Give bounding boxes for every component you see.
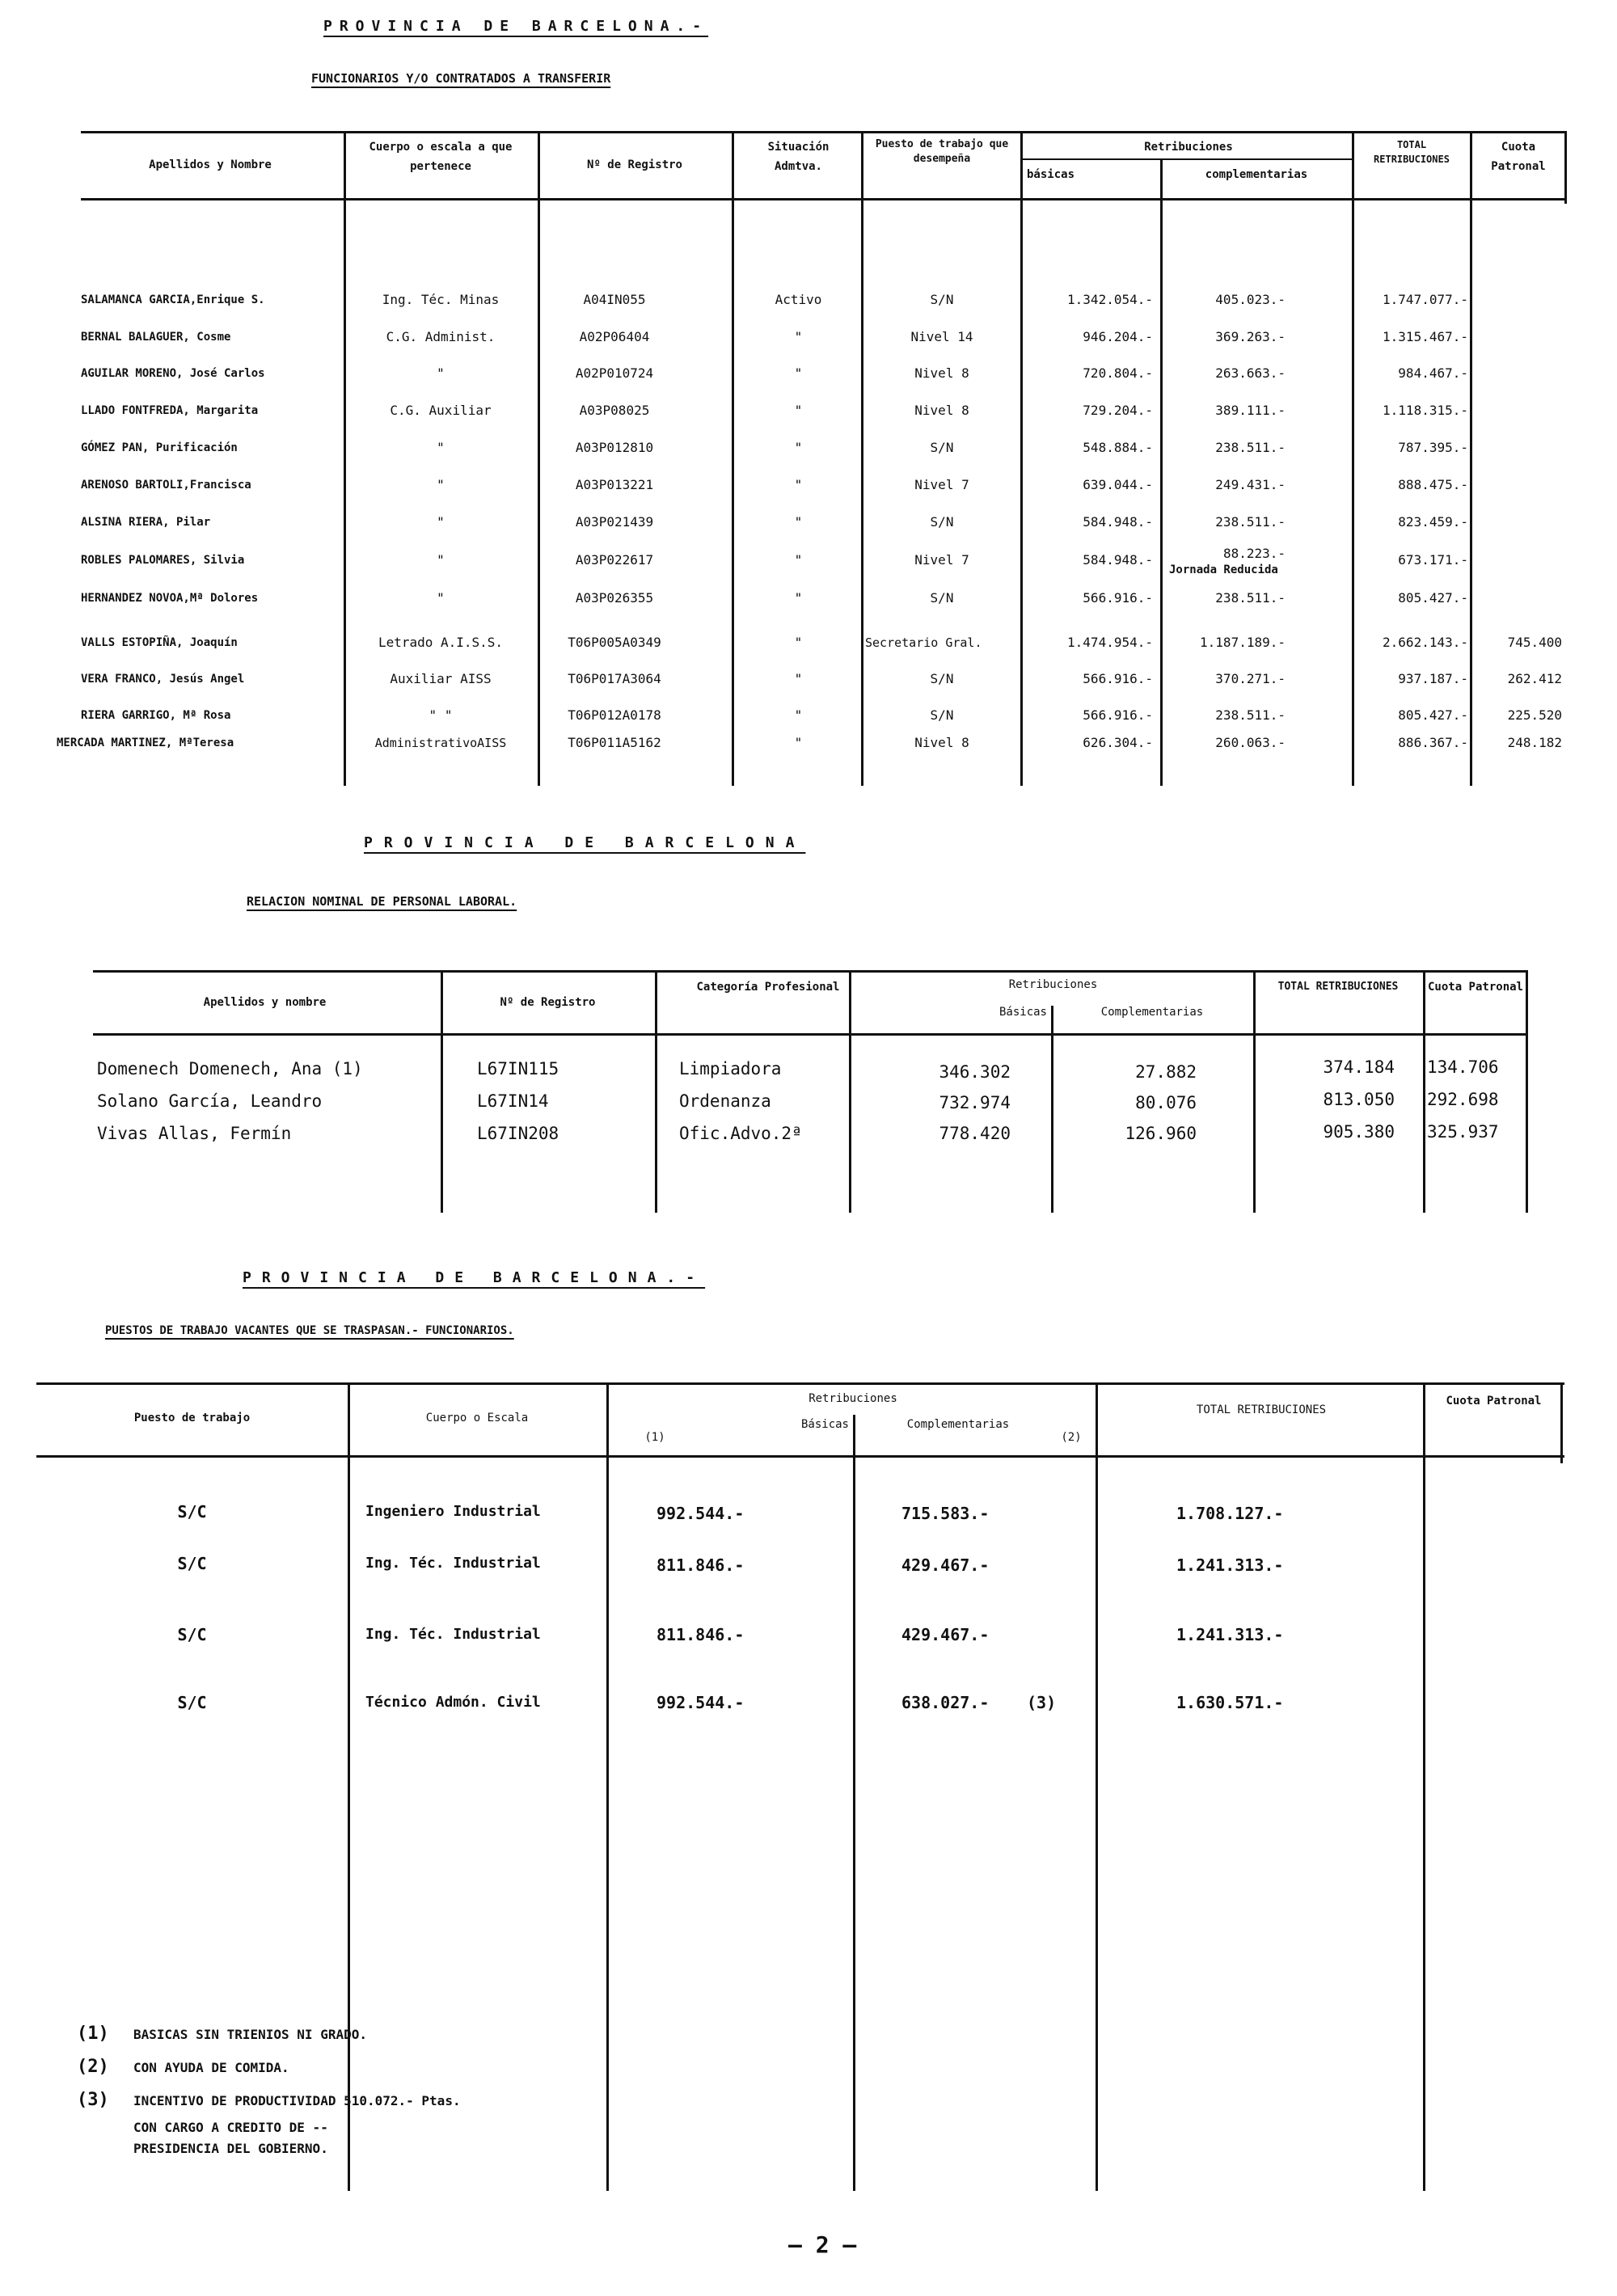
cell-cuerpo: " [437, 514, 445, 530]
cell-complementarias: 638.027.- [901, 1693, 990, 1712]
section1-subtitle: FUNCIONARIOS Y/O CONTRATADOS A TRANSFERIR [311, 71, 611, 86]
cell-jornada-reducida: Jornada Reducida [1169, 563, 1278, 576]
cell-name: HERNANDEZ NOVOA,Mª Dolores [81, 592, 259, 605]
cell-complementarias: 405.023.- [1215, 292, 1286, 307]
cell-total: 1.747.077.- [1383, 292, 1468, 307]
cell-basicas: 566.916.- [1083, 707, 1153, 723]
table1-header-rule [81, 198, 1567, 200]
cell-situacion: " [794, 735, 803, 750]
cell-puesto: Nivel 8 [914, 735, 969, 750]
cell-puesto: S/C [177, 1554, 207, 1573]
cell-basicas: 778.420 [939, 1124, 1011, 1143]
cell-basicas: 946.204.- [1083, 329, 1153, 344]
cell-situacion: " [794, 329, 803, 344]
cell-cuerpo: Ing. Téc. Industrial [365, 1626, 541, 1643]
cell-total: 1.630.571.- [1176, 1693, 1284, 1712]
section2-subtitle: RELACION NOMINAL DE PERSONAL LABORAL. [247, 894, 517, 909]
footnote [77, 2051, 461, 2084]
cell-complementarias: 88.223.- [1222, 546, 1286, 561]
cell-registro: T06P005A0349 [568, 635, 661, 650]
cell-complementarias: 238.511.- [1215, 514, 1286, 530]
table3-col-divider [606, 1382, 609, 2191]
cell-situacion: " [794, 590, 803, 606]
cell-total: 886.367.- [1398, 735, 1468, 750]
cell-puesto: S/N [930, 590, 954, 606]
cell-name: BERNAL BALAGUER, Cosme [81, 331, 231, 344]
cell-complementarias: 80.076 [1135, 1093, 1197, 1112]
footnote [77, 2018, 461, 2051]
cell-situacion: Activo [775, 292, 822, 307]
table1-retrib-rule [1020, 158, 1352, 160]
col-registro: Nº de Registro [586, 158, 682, 171]
table3-header-rule [36, 1455, 1564, 1458]
cell-puesto: S/C [177, 1693, 207, 1712]
table1-col-divider [732, 131, 734, 786]
table2-col-divider [1526, 970, 1528, 1213]
cell-basicas: 626.304.- [1083, 735, 1153, 750]
cell-situacion: " [794, 477, 803, 492]
cell-total: 823.459.- [1398, 514, 1468, 530]
cell-total: 905.380 [1323, 1122, 1395, 1142]
cell-registro: A04IN055 [583, 292, 646, 307]
cell-situacion: " [794, 552, 803, 568]
col-cuota: Cuota Patronal [1491, 141, 1546, 173]
cell-cuerpo: " [437, 477, 445, 492]
cell-cuota: 262.412 [1507, 671, 1562, 686]
cell-total: 813.050 [1323, 1090, 1395, 1109]
cell-cuota: 248.182 [1507, 735, 1562, 750]
col-registro: Nº de Registro [500, 996, 596, 1009]
cell-total: 2.662.143.- [1383, 635, 1468, 650]
cell-registro: A03P021439 [575, 514, 654, 530]
cell-complementarias: 249.431.- [1215, 477, 1286, 492]
cell-cuerpo: " [437, 365, 445, 381]
cell-puesto: Nivel 14 [910, 329, 973, 344]
cell-total: 888.475.- [1398, 477, 1468, 492]
page-number: — 2 — [788, 2231, 857, 2258]
section2-title: PROVINCIA DE BARCELONA [364, 834, 806, 851]
cell-basicas: 346.302 [939, 1062, 1011, 1082]
cell-name: AGUILAR MORENO, José Carlos [81, 367, 265, 380]
cell-total: 984.467.- [1398, 365, 1468, 381]
footnote [77, 2084, 461, 2117]
cell-complementarias: 429.467.- [901, 1625, 990, 1644]
cell-cuerpo: " [437, 590, 445, 606]
cell-puesto: S/N [930, 514, 954, 530]
cell-name: ROBLES PALOMARES, Silvia [81, 554, 245, 567]
cell-puesto: S/C [177, 1502, 207, 1522]
cell-registro: A03P026355 [575, 590, 654, 606]
cell-situacion: " [794, 514, 803, 530]
table3-col-divider [853, 1415, 855, 2191]
col-basicas: Básicas [800, 1418, 849, 1431]
cell-cuerpo: C.G. Auxiliar [390, 403, 492, 418]
cell-categoria: Limpiadora [679, 1059, 782, 1078]
table2-col-divider [1051, 1006, 1053, 1213]
cell-total: 937.187.- [1398, 671, 1468, 686]
footnote-continuation: PRESIDENCIA DEL GOBIERNO. [133, 2141, 328, 2156]
col-retribuciones: Retribuciones [1008, 978, 1098, 991]
cell-situacion: " [794, 671, 803, 686]
cell-name: MERCADA MARTINEZ, MªTeresa [57, 736, 234, 749]
cell-cuota: 325.937 [1427, 1122, 1499, 1142]
cell-cuerpo: " [437, 440, 445, 455]
footnote-mark-2: (2) [1061, 1431, 1082, 1444]
cell-cuerpo: C.G. Administ. [386, 329, 496, 344]
cell-situacion: " [794, 635, 803, 650]
cell-total: 1.708.127.- [1176, 1504, 1284, 1523]
col-total: TOTAL RETRIBUCIONES [1277, 981, 1399, 993]
cell-total: 673.171.- [1398, 552, 1468, 568]
cell-complementarias: 389.111.- [1215, 403, 1286, 418]
cell-puesto: S/N [930, 292, 954, 307]
col-basicas: Básicas [998, 1006, 1047, 1019]
table1-col-divider [538, 131, 540, 786]
table3-top-rule [36, 1382, 1564, 1385]
cell-puesto: S/N [930, 707, 954, 723]
cell-cuerpo: AdministrativoAISS [374, 736, 507, 750]
cell-complementarias: 260.063.- [1215, 735, 1286, 750]
cell-basicas: 584.948.- [1083, 552, 1153, 568]
table1-col-divider [1470, 131, 1472, 786]
cell-basicas: 1.342.054.- [1067, 292, 1153, 307]
cell-name: VERA FRANCO, Jesús Angel [81, 673, 245, 686]
cell-cuerpo: Técnico Admón. Civil [365, 1694, 541, 1711]
cell-name: Vivas Allas, Fermín [97, 1124, 292, 1143]
cell-total: 787.395.- [1398, 440, 1468, 455]
cell-complementarias: 238.511.- [1215, 440, 1286, 455]
cell-cuota: 225.520 [1507, 707, 1562, 723]
col-complementarias: complementarias [1205, 168, 1308, 181]
table2-top-rule [93, 970, 1528, 973]
col-cuota: Cuota Patronal [1446, 1395, 1542, 1408]
table3-col-divider [1423, 1382, 1425, 2191]
cell-cuerpo: " " [429, 707, 453, 723]
cell-cuota: 134.706 [1427, 1057, 1499, 1077]
footnote-mark: (2) [77, 2057, 109, 2077]
footnote-text: INCENTIVO DE PRODUCTIVIDAD 510.072.- Ptas. [133, 2093, 461, 2108]
cell-complementarias: 263.663.- [1215, 365, 1286, 381]
cell-name: LLADO FONTFREDA, Margarita [81, 404, 259, 417]
cell-complementarias: 715.583.- [901, 1504, 990, 1523]
cell-name: Domenech Domenech, Ana (1) [97, 1059, 363, 1078]
cell-categoria: Ofic.Advo.2ª [679, 1124, 802, 1143]
col-apellidos-nombre: Apellidos y Nombre [149, 158, 272, 171]
cell-puesto: Nivel 7 [914, 552, 969, 568]
col-total: TOTAL RETRIBUCIONES [1374, 139, 1450, 165]
col-cuota: Cuota Patronal [1427, 981, 1523, 994]
cell-complementarias: 27.882 [1135, 1062, 1197, 1082]
cell-cuerpo: Ing. Téc. Minas [382, 292, 500, 307]
col-complementarias: Complementarias [906, 1418, 1010, 1431]
cell-registro: T06P012A0178 [568, 707, 661, 723]
cell-name: SALAMANCA GARCIA,Enrique S. [81, 293, 265, 306]
cell-basicas: 1.474.954.- [1067, 635, 1153, 650]
cell-complementarias: 126.960 [1125, 1124, 1197, 1143]
table1-col-divider [1160, 158, 1163, 786]
section3-title: PROVINCIA DE BARCELONA.- [243, 1269, 706, 1286]
table3-col-divider [1560, 1382, 1563, 1463]
col-cuerpo-escala: Cuerpo o escala a que pertenece [369, 141, 513, 173]
col-cuerpo-escala: Cuerpo o Escala [425, 1412, 529, 1424]
cell-total: 374.184 [1323, 1057, 1395, 1077]
cell-complementarias: 369.263.- [1215, 329, 1286, 344]
cell-cuota: 745.400 [1507, 635, 1562, 650]
cell-registro: A03P022617 [575, 552, 654, 568]
footnote-mark: (1) [77, 2024, 109, 2044]
col-puesto: Puesto de trabajo que desempeña [875, 138, 1009, 165]
table2-col-divider [1423, 970, 1425, 1213]
table2-col-divider [441, 970, 443, 1213]
table2-col-divider [849, 970, 851, 1213]
cell-puesto: Nivel 7 [914, 477, 969, 492]
cell-puesto: S/C [177, 1625, 207, 1644]
footnote-mark: (3) [77, 2090, 109, 2110]
cell-total: 805.427.- [1398, 590, 1468, 606]
cell-cuerpo: Letrado A.I.S.S. [378, 635, 504, 650]
cell-basicas: 566.916.- [1083, 671, 1153, 686]
cell-puesto: Nivel 8 [914, 403, 969, 418]
footnote-continuation: CON CARGO A CREDITO DE -- [133, 2120, 328, 2135]
section1-title: PROVINCIA DE BARCELONA.- [323, 18, 709, 35]
cell-total: 1.241.313.- [1176, 1625, 1284, 1644]
cell-complementarias: 238.511.- [1215, 590, 1286, 606]
table2-col-divider [655, 970, 657, 1213]
cell-complementarias: 238.511.- [1215, 707, 1286, 723]
cell-puesto: S/N [930, 440, 954, 455]
cell-puesto: S/N [930, 671, 954, 686]
cell-basicas: 548.884.- [1083, 440, 1153, 455]
cell-name: Solano García, Leandro [97, 1091, 323, 1111]
cell-registro: A03P08025 [579, 403, 650, 418]
cell-total: 1.118.315.- [1383, 403, 1468, 418]
table1-col-divider [1564, 131, 1567, 204]
cell-registro: L67IN14 [477, 1091, 549, 1111]
cell-basicas: 639.044.- [1083, 477, 1153, 492]
cell-basicas: 992.544.- [657, 1693, 745, 1712]
cell-name: VALLS ESTOPIÑA, Joaquín [81, 636, 238, 649]
col-complementarias: Complementarias [1100, 1006, 1204, 1019]
cell-complementarias: 429.467.- [901, 1555, 990, 1575]
cell-situacion: " [794, 403, 803, 418]
cell-total: 805.427.- [1398, 707, 1468, 723]
col-situacion: Situación Admtva. [767, 141, 830, 173]
cell-name: GÓMEZ PAN, Purificación [81, 441, 238, 454]
cell-registro: T06P017A3064 [568, 671, 661, 686]
cell-basicas: 992.544.- [657, 1504, 745, 1523]
col-total: TOTAL RETRIBUCIONES [1196, 1403, 1327, 1416]
col-categoria: Categoría Profesional [696, 981, 840, 994]
cell-basicas: 584.948.- [1083, 514, 1153, 530]
col-retribuciones: Retribuciones [808, 1392, 897, 1405]
cell-complementarias: 1.187.189.- [1200, 635, 1286, 650]
section3-subtitle: PUESTOS DE TRABAJO VACANTES QUE SE TRASPASAN.- FUNCIONARIOS. [105, 1324, 514, 1337]
table3-col-divider [1096, 1382, 1098, 2191]
cell-registro: A03P013221 [575, 477, 654, 492]
col-puesto-trabajo: Puesto de trabajo [133, 1412, 251, 1424]
table1-col-divider [1020, 131, 1023, 786]
cell-registro: A02P06404 [579, 329, 650, 344]
cell-registro: A03P012810 [575, 440, 654, 455]
table1-col-divider [861, 131, 863, 786]
cell-puesto: Secretario Gral. [865, 635, 982, 650]
cell-basicas: 720.804.- [1083, 365, 1153, 381]
cell-name: RIERA GARRIGO, Mª Rosa [81, 709, 231, 722]
cell-categoria: Ordenanza [679, 1091, 771, 1111]
col-retribuciones: Retribuciones [1144, 141, 1233, 154]
cell-cuerpo: Auxiliar AISS [390, 671, 492, 686]
cell-total: 1.241.313.- [1176, 1555, 1284, 1575]
cell-situacion: " [794, 707, 803, 723]
footnotes [77, 2018, 461, 2159]
table1-top-rule [81, 131, 1567, 133]
cell-basicas: 729.204.- [1083, 403, 1153, 418]
table2-header-rule [93, 1033, 1528, 1036]
cell-registro: T06P011A5162 [568, 735, 661, 750]
cell-basicas: 811.846.- [657, 1555, 745, 1575]
table1-col-divider [344, 131, 346, 786]
footnote-mark-1: (1) [644, 1431, 665, 1444]
cell-basicas: 811.846.- [657, 1625, 745, 1644]
cell-basicas: 732.974 [939, 1093, 1011, 1112]
footnote-text: BASICAS SIN TRIENIOS NI GRADO. [133, 2027, 367, 2042]
cell-name: ALSINA RIERA, Pilar [81, 516, 211, 529]
cell-cuerpo: " [437, 552, 445, 568]
footnote-text: CON AYUDA DE COMIDA. [133, 2060, 289, 2075]
cell-cuerpo: Ing. Téc. Industrial [365, 1555, 541, 1572]
cell-registro: L67IN115 [477, 1059, 559, 1078]
table2-col-divider [1253, 970, 1256, 1213]
cell-mark: (3) [1027, 1693, 1057, 1712]
cell-registro: L67IN208 [477, 1124, 559, 1143]
cell-situacion: " [794, 440, 803, 455]
cell-basicas: 566.916.- [1083, 590, 1153, 606]
table1-col-divider [1352, 131, 1354, 786]
col-apellidos-nombre: Apellidos y nombre [203, 996, 327, 1009]
cell-puesto: Nivel 8 [914, 365, 969, 381]
cell-total: 1.315.467.- [1383, 329, 1468, 344]
cell-registro: A02P010724 [575, 365, 654, 381]
cell-cuota: 292.698 [1427, 1090, 1499, 1109]
cell-name: ARENOSO BARTOLI,Francisca [81, 479, 251, 492]
col-basicas: básicas [1027, 168, 1075, 181]
cell-complementarias: 370.271.- [1215, 671, 1286, 686]
cell-cuerpo: Ingeniero Industrial [365, 1503, 541, 1520]
cell-situacion: " [794, 365, 803, 381]
